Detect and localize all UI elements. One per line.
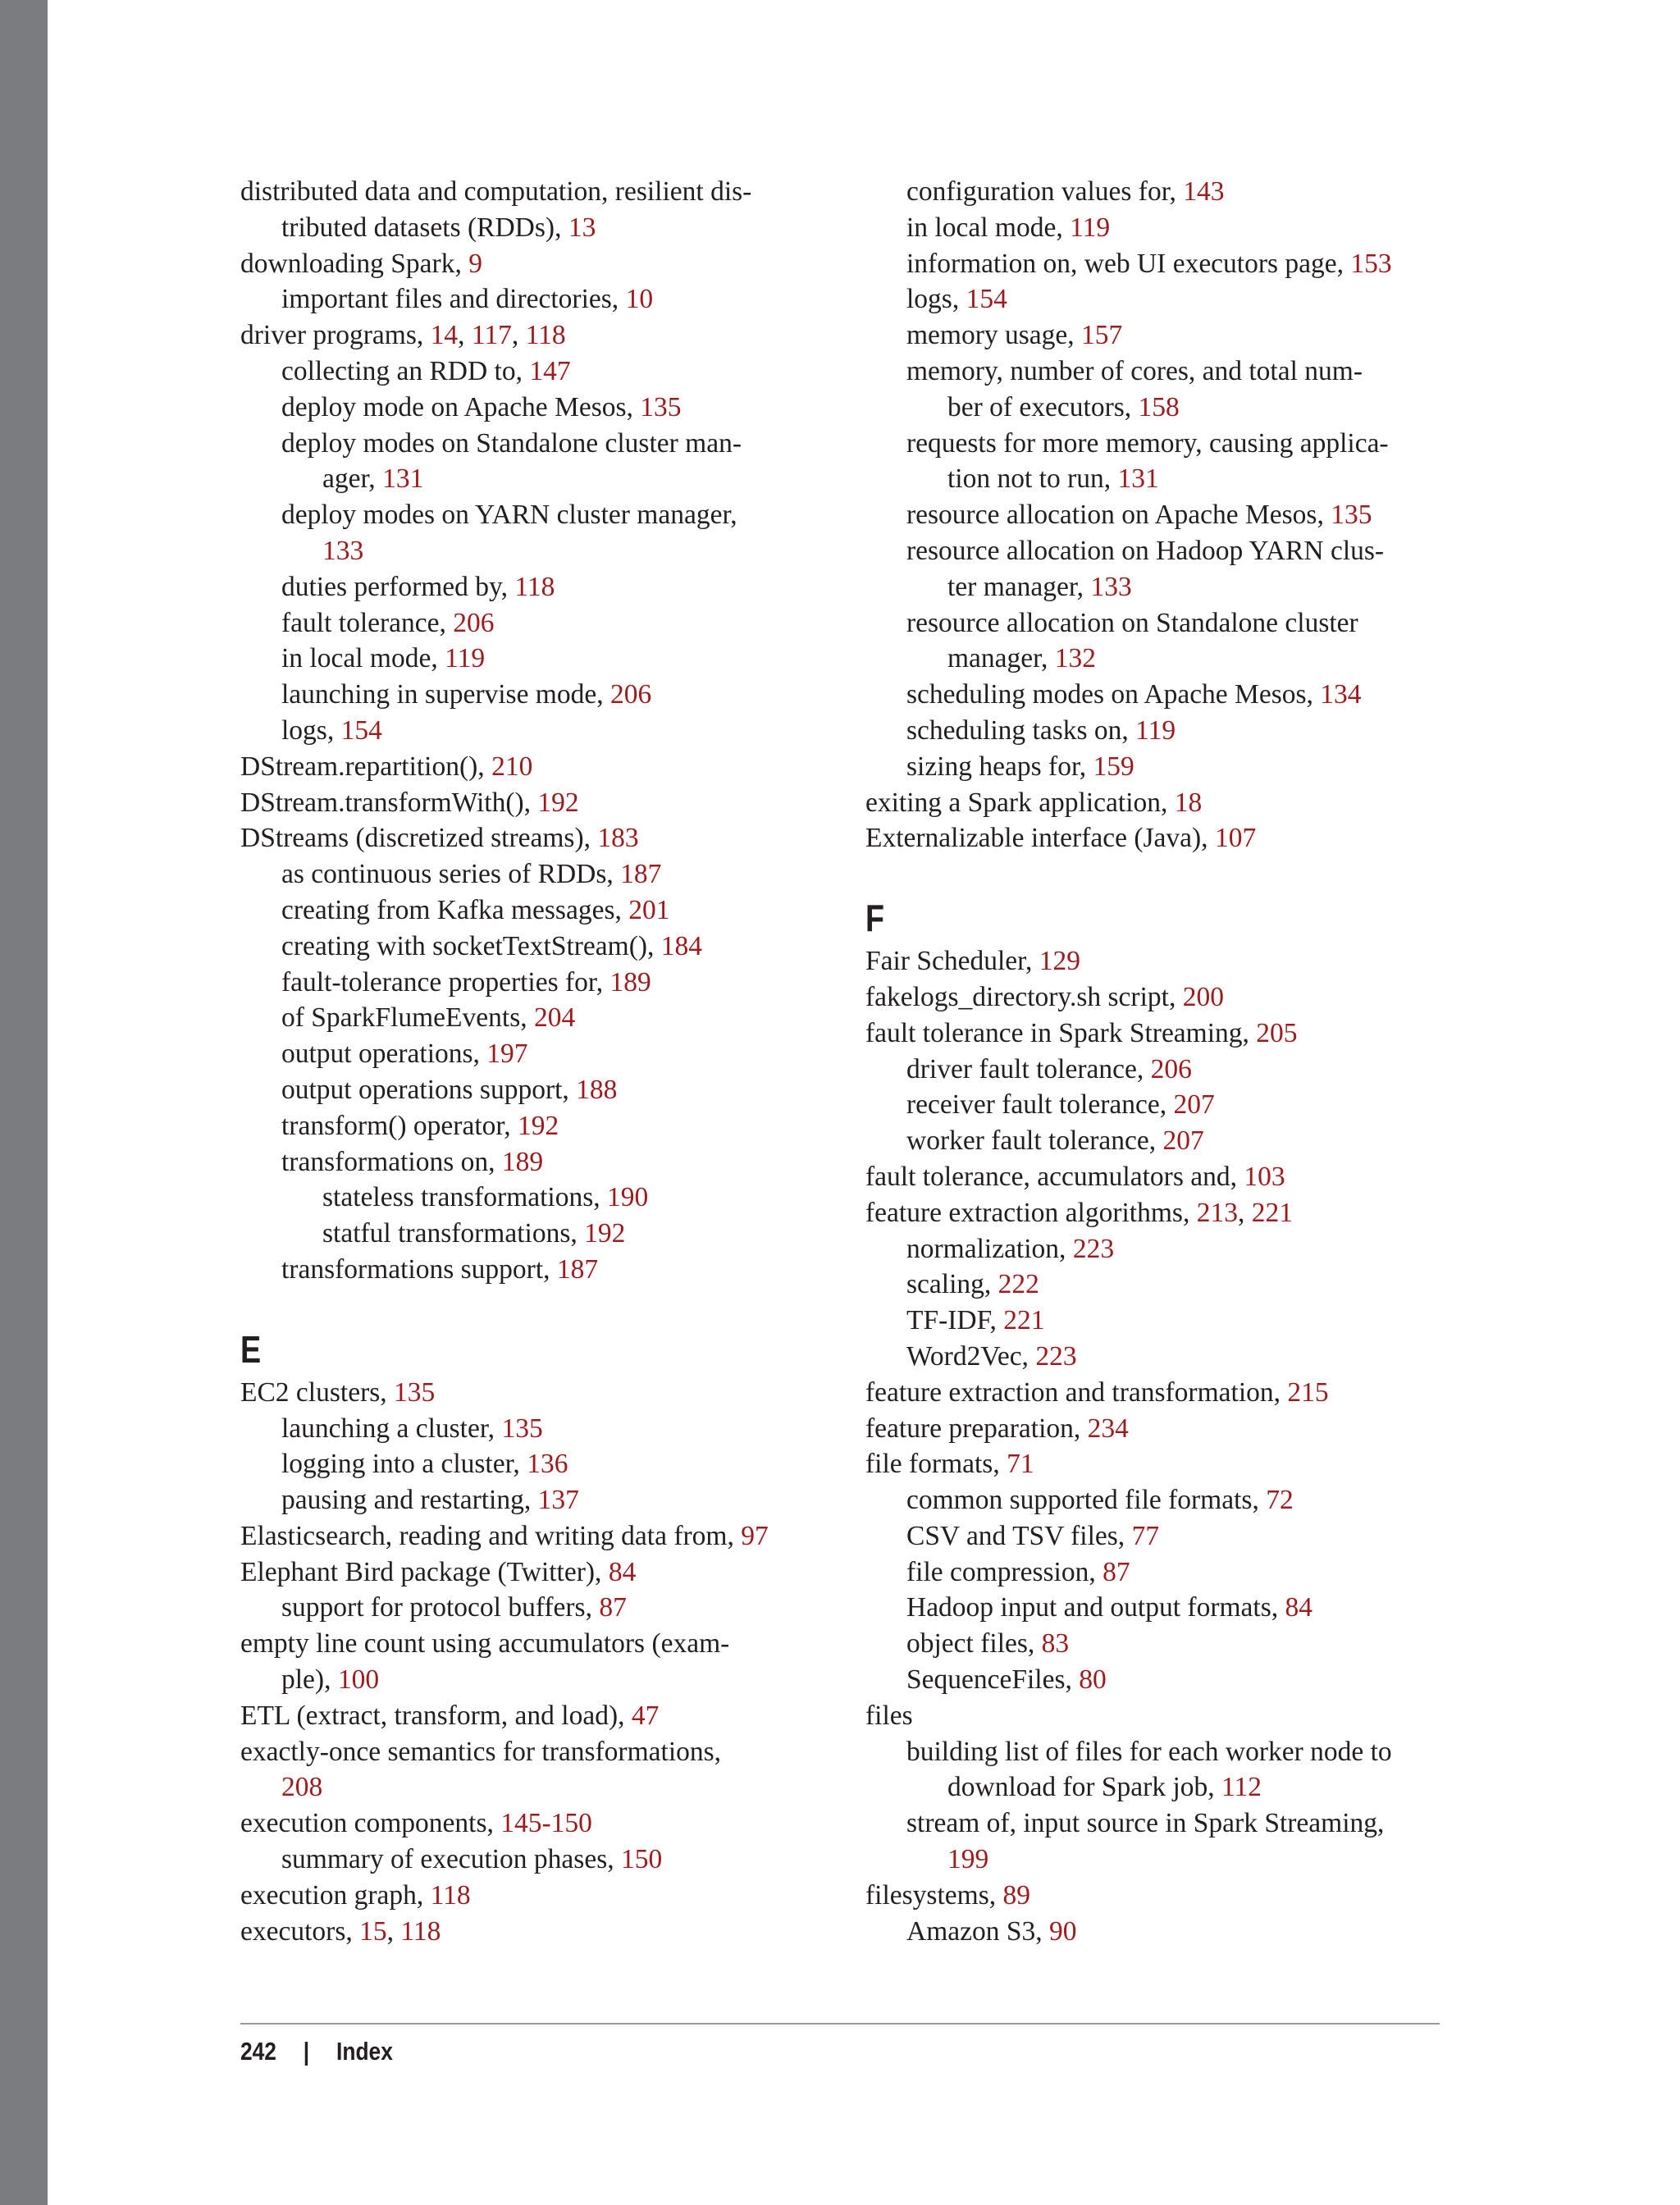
- index-subentry: [865, 1626, 1456, 1662]
- page-number: 242: [240, 2037, 276, 2066]
- index-term: launching in supervise mode,: [281, 679, 610, 710]
- index-subentry: [865, 605, 1456, 678]
- index-subentry: [865, 1052, 1456, 1088]
- index-subentry: [240, 1446, 831, 1482]
- index-entry: [240, 820, 831, 856]
- index-entry: [240, 1734, 831, 1806]
- index-term: Externalizable interface (Java),: [865, 823, 1215, 854]
- page-reference-link[interactable]: 187: [620, 859, 662, 890]
- index-subentry: [865, 1123, 1456, 1159]
- index-term: file compression,: [906, 1556, 1103, 1587]
- index-term: fault tolerance, accumulators and,: [865, 1161, 1244, 1192]
- index-term: memory usage,: [906, 320, 1082, 351]
- index-subentry: [240, 1036, 831, 1072]
- index-subentry: [240, 1000, 831, 1036]
- index-entry: [240, 1554, 831, 1591]
- page-reference-link[interactable]: 135: [394, 1376, 436, 1408]
- index-term: fakelogs_directory.sh script,: [865, 981, 1183, 1012]
- index-term: worker fault tolerance,: [906, 1125, 1163, 1157]
- page-reference-link[interactable]: 143: [1183, 176, 1225, 207]
- page-reference-link[interactable]: 192: [517, 1110, 559, 1141]
- index-term: of SparkFlumeEvents,: [281, 1002, 534, 1034]
- page-reference-link[interactable]: 133: [322, 535, 364, 566]
- index-term: filesystems,: [865, 1879, 1003, 1911]
- index-term: building list of files for each worker node to: [906, 1736, 1392, 1767]
- section-letter-heading: E: [240, 1327, 262, 1371]
- index-term: scaling,: [906, 1269, 998, 1300]
- page-reference-link[interactable]: 129: [1039, 946, 1080, 977]
- page-reference-link[interactable]: 112: [1221, 1772, 1262, 1803]
- page-reference-link[interactable]: 15: [359, 1915, 387, 1947]
- page-reference-link[interactable]: 206: [610, 679, 652, 710]
- index-term: exactly-once semantics for transformations,: [240, 1736, 722, 1767]
- index-term: DStream.transformWith(),: [240, 787, 538, 818]
- index-subentry: [240, 426, 831, 498]
- index-term: manager,: [947, 643, 1055, 674]
- page-reference-link[interactable]: 107: [1214, 823, 1257, 854]
- index-entry: [865, 1375, 1456, 1411]
- index-subentry: [865, 1734, 1456, 1806]
- index-term: in local mode,: [906, 212, 1071, 243]
- index-term: EC2 clusters,: [240, 1376, 395, 1408]
- page-reference-link[interactable]: 200: [1182, 981, 1224, 1012]
- index-term: Hadoop input and output formats,: [906, 1592, 1285, 1623]
- page-reference-link[interactable]: 87: [1102, 1556, 1130, 1587]
- index-term: transformations support,: [281, 1253, 557, 1285]
- index-subentry: [865, 1662, 1456, 1698]
- index-term: memory, number of cores, and total num-: [906, 355, 1363, 386]
- index-term: execution components,: [240, 1808, 501, 1839]
- page-reference-link[interactable]: 132: [1054, 643, 1096, 674]
- index-entry: [240, 1626, 831, 1698]
- index-entry: executors, 15, 118: [240, 1915, 441, 1947]
- index-entry: driver programs, 14, 117, 118: [240, 320, 566, 351]
- index-term: Word2Vec,: [906, 1340, 1036, 1372]
- index-entry: [240, 246, 831, 282]
- index-subentry: [240, 281, 831, 317]
- index-term: files: [865, 1700, 913, 1731]
- index-term: output operations,: [281, 1039, 487, 1070]
- index-subentry: [865, 246, 1456, 282]
- page-reference-link[interactable]: 192: [584, 1218, 626, 1249]
- index-term: duties performed by,: [281, 571, 515, 602]
- index-column-right: [865, 174, 1456, 1949]
- index-term: distributed data and computation, resilient dis-: [240, 176, 752, 207]
- page-reference-link[interactable]: 80: [1079, 1664, 1107, 1696]
- index-term: Elasticsearch, reading and writing data from,: [240, 1520, 742, 1551]
- index-term: collecting an RDD to,: [281, 355, 530, 386]
- index-term: feature preparation,: [865, 1413, 1088, 1444]
- index-term: tion not to run,: [947, 463, 1118, 495]
- page-footer: [240, 2035, 393, 2068]
- page-reference-link[interactable]: 223: [1035, 1340, 1077, 1372]
- page-reference-link[interactable]: 71: [1007, 1449, 1034, 1480]
- page-reference-link[interactable]: 207: [1162, 1125, 1204, 1157]
- index-term: deploy modes on Standalone cluster man-: [281, 427, 742, 459]
- index-subentry: [865, 677, 1456, 713]
- index-term: resource allocation on Apache Mesos,: [906, 500, 1331, 531]
- page-reference-link[interactable]: 188: [576, 1074, 618, 1105]
- page-reference-link[interactable]: 153: [1350, 248, 1392, 279]
- page-reference-link[interactable]: 119: [1070, 212, 1111, 243]
- page-reference-link[interactable]: 205: [1256, 1017, 1298, 1048]
- index-subentry: [865, 174, 1456, 210]
- index-term: executors,: [240, 1915, 360, 1947]
- index-term: driver programs,: [240, 320, 431, 351]
- index-term: downloading Spark,: [240, 248, 469, 279]
- index-subentry: [240, 1072, 831, 1108]
- index-term: requests for more memory, causing applica-: [906, 427, 1389, 459]
- index-term: pausing and restarting,: [281, 1485, 538, 1516]
- page-reference-link[interactable]: 72: [1266, 1485, 1294, 1516]
- index-term: transformations on,: [281, 1146, 502, 1177]
- index-term: logs,: [281, 714, 341, 746]
- page-reference-link[interactable]: 221: [1003, 1305, 1045, 1336]
- page-reference-link[interactable]: 10: [625, 284, 654, 315]
- index-subentry: [865, 1590, 1456, 1626]
- page-reference-link[interactable]: 100: [337, 1664, 380, 1696]
- index-subentry: [865, 1482, 1456, 1518]
- index-term: tributed datasets (RDDs),: [281, 212, 568, 243]
- index-term: ter manager,: [947, 571, 1091, 602]
- page-reference-link[interactable]: 184: [660, 930, 703, 961]
- page-reference-link[interactable]: 131: [382, 463, 424, 495]
- index-term: receiver fault tolerance,: [906, 1089, 1174, 1121]
- page-reference-link[interactable]: 119: [1135, 714, 1176, 746]
- index-term: SequenceFiles,: [906, 1664, 1080, 1696]
- index-subentry: [865, 426, 1456, 498]
- footer-separator: |: [303, 2037, 310, 2066]
- page-reference-link[interactable]: 192: [537, 787, 579, 818]
- page-reference-link[interactable]: 133: [1090, 571, 1132, 602]
- footer-rule: [240, 2023, 1440, 2025]
- index-entry: [865, 1159, 1456, 1195]
- index-subentry: [865, 1303, 1456, 1339]
- index-term: scheduling tasks on,: [906, 714, 1136, 746]
- index-term: as continuous series of RDDs,: [281, 859, 621, 890]
- index-subentry: [865, 281, 1456, 317]
- page-reference-link[interactable]: 13: [568, 212, 596, 243]
- index-term: support for protocol buffers,: [281, 1592, 600, 1623]
- index-subentry: [865, 1554, 1456, 1591]
- index-term: feature extraction algorithms,: [865, 1197, 1197, 1228]
- index-term: Fair Scheduler,: [865, 946, 1039, 977]
- index-subentry: [240, 1411, 831, 1447]
- index-term: creating from Kafka messages,: [281, 894, 629, 925]
- index-term: file formats,: [865, 1449, 1007, 1480]
- index-subentry: [865, 713, 1456, 749]
- index-term: configuration values for,: [906, 176, 1184, 207]
- page-reference-link[interactable]: 208: [281, 1772, 323, 1803]
- index-term: ber of executors,: [947, 391, 1139, 422]
- page-reference-link[interactable]: 14: [430, 320, 459, 351]
- page-reference-link[interactable]: 83: [1041, 1628, 1070, 1659]
- index-subentry: [865, 497, 1456, 533]
- index-term: deploy mode on Apache Mesos,: [281, 391, 641, 422]
- index-entry: [240, 749, 831, 785]
- page-reference-link[interactable]: 221: [1251, 1197, 1293, 1228]
- index-subentry: [240, 856, 831, 892]
- section-letter-heading: F: [865, 897, 885, 940]
- index-subentry: [240, 677, 831, 713]
- page-reference-link[interactable]: 157: [1081, 320, 1123, 351]
- page-reference-link[interactable]: 213: [1196, 1197, 1238, 1228]
- index-subentry: [240, 605, 831, 641]
- page-reference-link[interactable]: 9: [468, 248, 482, 279]
- index-term: DStreams (discretized streams),: [240, 823, 598, 854]
- index-subentry: [240, 1842, 831, 1878]
- page-reference-link[interactable]: 131: [1117, 463, 1159, 495]
- index-term: fault-tolerance properties for,: [281, 966, 610, 998]
- index-entry: [865, 1016, 1456, 1052]
- page-reference-link[interactable]: 18: [1174, 787, 1203, 818]
- index-term: statful transformations,: [322, 1218, 585, 1249]
- index-subentry: [240, 497, 831, 569]
- index-entry: [240, 1375, 831, 1411]
- page-reference-link[interactable]: 137: [537, 1485, 579, 1516]
- index-term: ETL (extract, transform, and load),: [240, 1700, 632, 1731]
- page-reference-link[interactable]: 154: [340, 714, 382, 746]
- index-entry: [865, 1411, 1456, 1447]
- page-reference-link[interactable]: 89: [1002, 1879, 1030, 1911]
- page-reference-link[interactable]: 119: [445, 643, 486, 674]
- page-reference-link[interactable]: 154: [966, 284, 1007, 315]
- index-term: feature extraction and transformation,: [865, 1376, 1288, 1408]
- index-entry: [865, 943, 1456, 979]
- index-entry: [865, 979, 1456, 1016]
- index-entry: [240, 1518, 831, 1554]
- index-term: fault tolerance in Spark Streaming,: [865, 1017, 1257, 1048]
- index-term: information on, web UI executors page,: [906, 248, 1351, 279]
- page-reference-link[interactable]: 118: [514, 571, 555, 602]
- index-entry: [865, 820, 1456, 856]
- index-subentry: [865, 1518, 1456, 1554]
- page-reference-link[interactable]: 222: [998, 1269, 1039, 1300]
- page-reference-link[interactable]: 187: [556, 1253, 599, 1285]
- index-subentry: [865, 749, 1456, 785]
- index-subentry: [240, 1216, 831, 1252]
- index-subentry: [865, 1806, 1456, 1878]
- page-reference-link[interactable]: 135: [640, 391, 682, 422]
- page-reference-link[interactable]: 134: [1320, 679, 1362, 710]
- index-subentry: [865, 354, 1456, 426]
- index-term: scheduling modes on Apache Mesos,: [906, 679, 1321, 710]
- index-term: download for Spark job,: [947, 1772, 1222, 1803]
- index-subentry: [865, 210, 1456, 246]
- index-term: deploy modes on YARN cluster manager,: [281, 500, 737, 531]
- index-column-left: [240, 174, 831, 1949]
- index-term: ple),: [281, 1664, 338, 1696]
- page-reference-link[interactable]: 87: [599, 1592, 627, 1623]
- page-reference-link[interactable]: 145-150: [500, 1808, 592, 1839]
- index-subentry: [240, 569, 831, 605]
- index-entry: [865, 1878, 1456, 1914]
- index-subentry: [865, 1231, 1456, 1267]
- index-entry: [865, 1446, 1456, 1482]
- page-reference-link[interactable]: 207: [1173, 1089, 1215, 1121]
- page-reference-link[interactable]: 135: [1331, 500, 1372, 531]
- index-subentry: [240, 1482, 831, 1518]
- page-reference-link[interactable]: 150: [621, 1844, 663, 1875]
- index-term: stream of, input source in Spark Streaming,: [906, 1808, 1385, 1839]
- index-term: empty line count using accumulators (exam-: [240, 1628, 730, 1659]
- page-reference-link[interactable]: 190: [607, 1182, 649, 1213]
- index-term: common supported file formats,: [906, 1485, 1267, 1516]
- index-term: Elephant Bird package (Twitter),: [240, 1556, 609, 1587]
- page-reference-link[interactable]: 189: [501, 1146, 544, 1177]
- index-subentry: [240, 1108, 831, 1144]
- index-subentry: [240, 1252, 831, 1288]
- index-entry: [865, 785, 1456, 821]
- page-reference-link[interactable]: 47: [631, 1700, 660, 1731]
- index-subentry: [865, 533, 1456, 605]
- page-reference-link[interactable]: 118: [430, 1879, 471, 1911]
- index-subentry: [240, 892, 831, 929]
- index-subentry: [865, 1267, 1456, 1303]
- page-reference-link[interactable]: 118: [525, 320, 566, 351]
- index-subentry: [865, 317, 1456, 354]
- index-term: in local mode,: [281, 643, 445, 674]
- index-term: driver fault tolerance,: [906, 1053, 1151, 1084]
- page-reference-link[interactable]: 118: [400, 1915, 441, 1947]
- index-term: Amazon S3,: [906, 1915, 1049, 1947]
- page-reference-link[interactable]: 206: [453, 607, 495, 638]
- page-reference-link[interactable]: 84: [1285, 1592, 1312, 1623]
- page-reference-link[interactable]: 201: [628, 894, 670, 925]
- index-subentry: [240, 390, 831, 426]
- index-entry: [240, 174, 831, 246]
- index-term: exiting a Spark application,: [865, 787, 1175, 818]
- index-subentry: [865, 1339, 1456, 1375]
- index-subentry: [240, 641, 831, 677]
- index-term: fault tolerance,: [281, 607, 454, 638]
- index-entry: feature extraction algorithms, 213, 221: [865, 1197, 1293, 1228]
- index-term: sizing heaps for,: [906, 751, 1093, 782]
- page-reference-link[interactable]: 77: [1131, 1520, 1160, 1551]
- index-term: summary of execution phases,: [281, 1844, 621, 1875]
- index-term: ager,: [322, 463, 383, 495]
- page-reference-link[interactable]: 136: [527, 1449, 568, 1480]
- index-subentry: [865, 1914, 1456, 1950]
- index-term: logging into a cluster,: [281, 1449, 527, 1480]
- page-reference-link[interactable]: 103: [1244, 1161, 1285, 1192]
- page-reference-link[interactable]: 158: [1138, 391, 1180, 422]
- index-subentry: [240, 354, 831, 390]
- index-subentry: [240, 1180, 831, 1216]
- page-reference-link[interactable]: 90: [1049, 1915, 1077, 1947]
- page-reference-link[interactable]: 223: [1072, 1233, 1115, 1264]
- index-term: stateless transformations,: [322, 1182, 608, 1213]
- index-subentry: [240, 1590, 831, 1626]
- index-subentry: [240, 713, 831, 749]
- page-reference-link[interactable]: 159: [1093, 751, 1134, 782]
- index-term: resource allocation on Standalone cluster: [906, 607, 1358, 638]
- page-reference-link[interactable]: 189: [609, 966, 651, 998]
- index-term: creating with socketTextStream(),: [281, 930, 661, 961]
- index-entry: [240, 1878, 831, 1914]
- page-reference-link[interactable]: 215: [1287, 1376, 1329, 1408]
- page-reference-link[interactable]: 97: [741, 1520, 769, 1551]
- index-term: normalization,: [906, 1233, 1073, 1264]
- index-term: logs,: [906, 284, 966, 315]
- page-reference-link[interactable]: 147: [529, 355, 571, 386]
- index-term: resource allocation on Hadoop YARN clus-: [906, 535, 1385, 566]
- index-entry: [240, 1806, 831, 1842]
- page-reference-link[interactable]: 234: [1087, 1413, 1129, 1444]
- section-name: Index: [336, 2037, 393, 2066]
- index-subentry: [865, 1087, 1456, 1123]
- page-reference-link[interactable]: 204: [533, 1002, 576, 1034]
- page-reference-link[interactable]: 210: [491, 751, 533, 782]
- page-reference-link[interactable]: 206: [1150, 1053, 1192, 1084]
- index-term: execution graph,: [240, 1879, 431, 1911]
- index-term: launching a cluster,: [281, 1413, 502, 1444]
- page-reference-link[interactable]: 183: [597, 823, 639, 854]
- index-term: CSV and TSV files,: [906, 1520, 1132, 1551]
- index-subentry: [240, 929, 831, 965]
- index-term: transform() operator,: [281, 1110, 518, 1141]
- page-reference-link[interactable]: 117: [471, 320, 512, 351]
- page-reference-link[interactable]: 199: [947, 1844, 989, 1875]
- index-term: TF-IDF,: [906, 1305, 1004, 1336]
- index-term: important files and directories,: [281, 284, 626, 315]
- page-binding-strip: [0, 0, 48, 2205]
- index-entry: [865, 1698, 1456, 1734]
- index-term: output operations support,: [281, 1074, 577, 1105]
- index-subentry: [240, 965, 831, 1001]
- index-term: DStream.repartition(),: [240, 751, 492, 782]
- index-entry: [240, 1698, 831, 1734]
- index-subentry: [240, 1144, 831, 1180]
- page-reference-link[interactable]: 197: [486, 1039, 528, 1070]
- page-reference-link[interactable]: 135: [501, 1413, 543, 1444]
- index-entry: [240, 785, 831, 821]
- index-term: object files,: [906, 1628, 1042, 1659]
- page-reference-link[interactable]: 84: [608, 1556, 637, 1587]
